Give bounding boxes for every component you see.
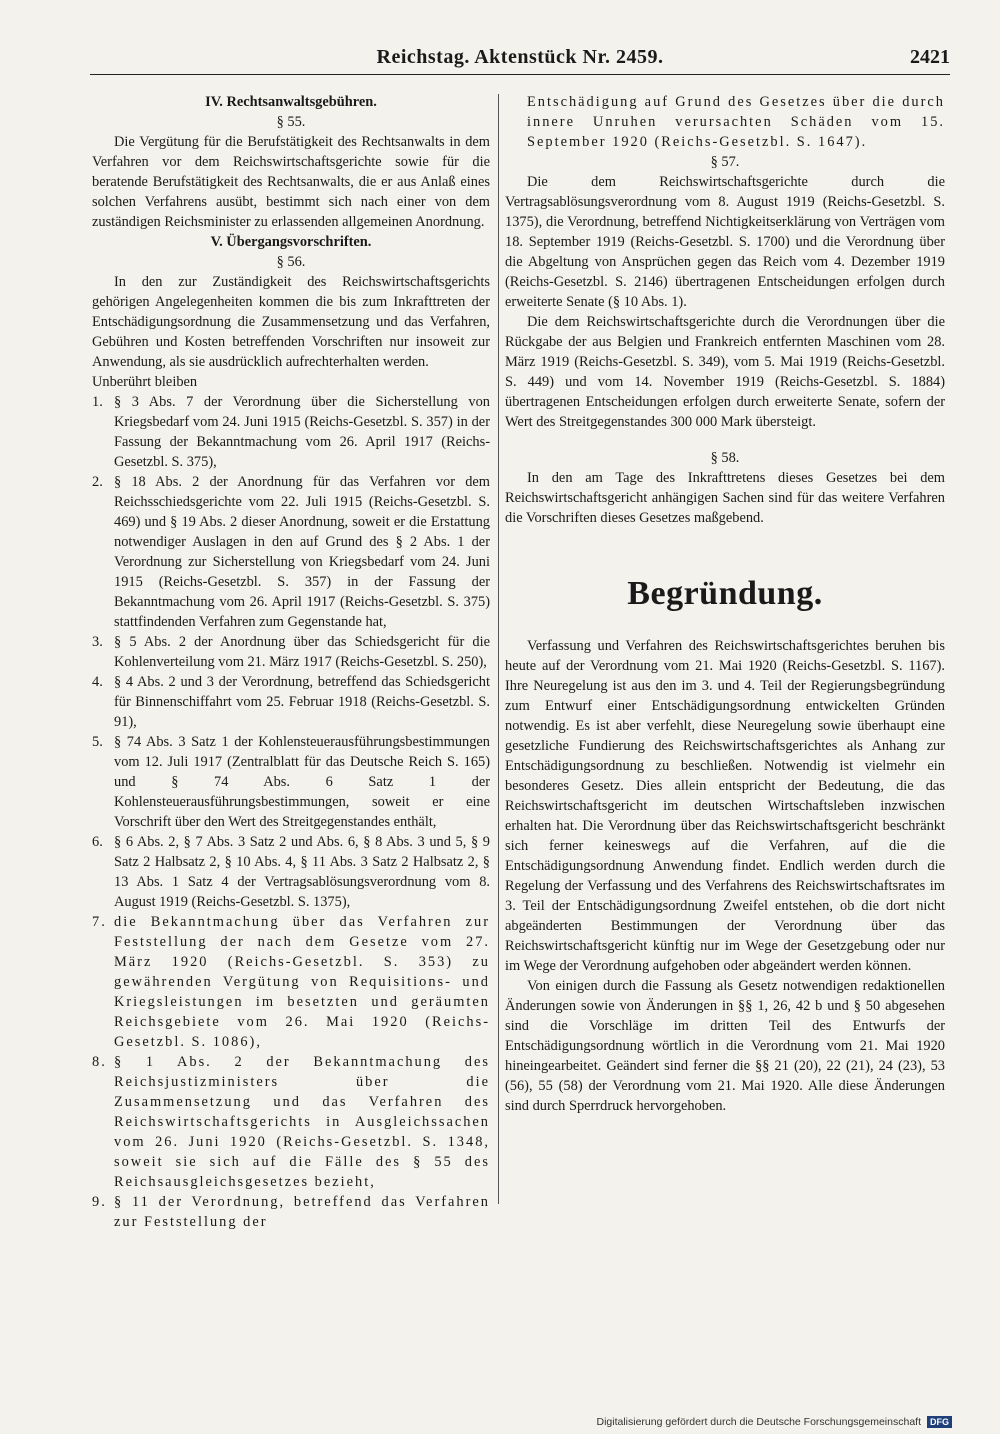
begruendung-heading: Begründung.: [627, 575, 823, 612]
paragraph-57-text-1: Die dem Reichswirtschaftsgerichte durch die Vertragsablösungsverordnung vom 8. August 1919 (Reichs-Gesetzbl. S. 1375), die Verordnung, betreffend Nichtigkeitserklärung von Verträgen vom 18. September 1919 (Reichs-Gesetzbl. S. 1700) und die Verordnung über die Abgeltung von Ansprüchen gegen das Reich vom 4. Dezember 1919 (Reichs-Gesetzbl. S. 2146) übertragenen Entscheidungen erfolgen durch erweiterte Senate (§ 10 Abs. 1).: [505, 174, 945, 310]
list-item: 1. § 3 Abs. 7 der Verordnung über die Sicherstellung von Kriegsbedarf vom 24. Juni 1915 (Reichs-Gesetzbl. S. 357) in der Fassung der Bekanntmachung vom 26. April 1917 (Reichs-Gesetzbl. S. 375),: [92, 394, 490, 470]
list-item: 2. § 18 Abs. 2 der Anordnung für das Verfahren vor dem Reichsschiedsgerichte vom 22. Juli 1915 (Reichs-Gesetzbl. S. 469) und § 19 Abs. 2 dieser Anordnung, soweit er die Erstattung notwendiger Auslagen in den auf Grund des § 2 Abs. 1 der Verordnung zur Sicherstellung von Kriegsbedarf vom 24. Juni 1915 (Reichs-Gesetzbl. S. 357) in der Fassung der Bekanntmachung vom 26. April 1917 (Reichs-Gesetzbl. S. 375) stattfindenden Verfahren zum Gegenstande hat,: [92, 474, 490, 630]
list-item: 5. § 74 Abs. 3 Satz 1 der Kohlensteuerausführungsbestimmungen vom 12. Juli 1917 (Zentralblatt für das Deutsche Reich S. 165) und § 74 Abs. 6 Satz 1 der Kohlensteuerausführungsbestimmungen, soweit er eine Vorschrift über den Wert des Streitgegenstandes enthält,: [92, 734, 490, 830]
begruendung-text-2: Von einigen durch die Fassung als Gesetz notwendigen redaktionellen Änderungen sowie von Änderungen in §§ 1, 26, 42 b und § 50 abgesehen sind die Vorschläge im dritten Teil des Entwurfs der Entschädigungsordnung wörtlich in die Verordnung vom 21. Mai 1920 hineingearbeitet. Geändert sind ferner die §§ 21 (20), 22 (21), 24 (23), 53 (56), 55 (58) der Verordnung vom 21. Mai 1920. Alle diese Änderungen sind durch Sperrdruck hervorgehoben.: [505, 978, 945, 1114]
digitization-credit: [596, 1416, 952, 1428]
section-heading-v: V. Übergangsvorschriften.: [210, 234, 372, 250]
credit-text: Digitalisierung gefördert durch die Deutsche Forschungsgemeinschaft: [596, 1416, 921, 1428]
section-heading-iv: IV. Rechtsanwaltsgebühren.: [205, 94, 377, 110]
page-header: [90, 44, 950, 75]
paragraph-number-55: § 55.: [276, 114, 306, 130]
paragraph-number-57: § 57.: [710, 154, 740, 170]
unaffected-provisions-list: [92, 392, 490, 1232]
paragraph-58-text: In den am Tage des Inkrafttretens dieses Gesetzes bei dem Reichswirtschaftsgericht anhängigen Sachen sind für das weitere Verfahren die Vorschriften dieses Gesetzes maßgebend.: [505, 470, 945, 526]
list-item-9-continuation: Entschädigung auf Grund des Gesetzes über die durch innere Unruhen verursachten Schäden vom 15. September 1920 (Reichs-Gesetzbl. S. 1647).: [527, 94, 945, 150]
list-item: 6. § 6 Abs. 2, § 7 Abs. 3 Satz 2 und Abs. 6, § 8 Abs. 3 und 5, § 9 Satz 2 Halbsatz 2, § 10 Abs. 4, § 11 Abs. 3 Satz 2 Halbsatz 2, § 13 Abs. 1 Satz 4 der Vertragsablösungsverordnung vom 8. August 1919 (Reichs-Gesetzbl. S. 1375),: [92, 834, 490, 910]
begruendung-text-1: Verfassung und Verfahren des Reichswirtschaftsgerichtes beruhen bis heute auf der Verordnung vom 21. Mai 1920 (Reichs-Gesetzbl. S. 1167). Ihre Neuregelung ist aus den im 3. und 4. Teil der Regierungsbegründung zum Entwurf einer Entschädigungsordnung entwickelten Gründen notwendig. Es ist aber verfehlt, diese Neuregelung sowie überhaupt eine gesetzliche Fundierung des Reichswirtschaftsgerichtes als Anhang zur Entschädigungsordnung zu beschließen. Notwendig ist vielmehr ein besonderes Gesetz. Dies allein entspricht der Bedeutung, die das Reichswirtschaftsgericht im deutschen Wirtschaftsleben inzwischen erhalten hat. Die Verordnung über das Reichswirtschaftsgericht beschränkt sich ferner keineswegs auf die Verfahren, auf die die Entschädigungsordnung Anwendung findet. Endlich werden durch die Regelung der Verfassung und des Verfahrens des Reichswirtschaftsrates im 3. Teil der Entschädigungsordnung Zweifel entstehen, ob die dort nicht abgeänderten Bestimmungen der Verordnung über das Reichswirtschaftsgericht künftig nur im Wege der Gesetzgebung oder nur im Wege der Verordnung aufgehoben oder abgeändert werden können.: [505, 638, 945, 974]
left-column: [92, 92, 490, 1232]
list-intro: Unberührt bleiben: [92, 374, 198, 390]
paragraph-55-text: Die Vergütung für die Berufstätigkeit des Rechtsanwalts in dem Verfahren vor dem Reichswirtschaftsgerichte sowie für die beratende Berufstätigkeit des Rechtsanwalts, die er aus Anlaß eines solchen Verfahrens ausübt, bestimmt sich nach einer von dem zuständigen Reichsminister zu erlassenden allgemeinen Anordnung.: [92, 134, 490, 230]
paragraph-number-56: § 56.: [276, 254, 306, 270]
list-item: 7. die Bekanntmachung über das Verfahren zur Feststellung der nach dem Gesetze vom 27. März 1920 (Reichs-Gesetzbl. S. 353) zu gewährenden Vergütung von Requisitions- und Kriegsleistungen im besetzten und geräumten Reichsgebiete vom 26. Mai 1920 (Reichs-Gesetzbl. S. 1086),: [92, 914, 490, 1050]
page-number: 2421: [910, 46, 950, 68]
list-item: 4. § 4 Abs. 2 und 3 der Verordnung, betreffend das Schiedsgericht für Binnenschiffahrt vom 25. Februar 1918 (Reichs-Gesetzbl. S. 91),: [92, 674, 490, 730]
list-item: 3. § 5 Abs. 2 der Anordnung über das Schiedsgericht für die Kohlenverteilung vom 21. März 1917 (Reichs-Gesetzbl. S. 250),: [92, 634, 490, 670]
paragraph-57-text-2: Die dem Reichswirtschaftsgerichte durch die Verordnungen über die Rückgabe der aus Belgien und Frankreich entfernten Maschinen vom 28. März 1919 (Reichs-Gesetzbl. S. 349), vom 5. Mai 1919 (Reichs-Gesetzbl. S. 449) und vom 14. November 1919 (Reichs-Gesetzbl. S. 1884) übertragenen Entscheidungen erfolgen durch erweiterte Senate, sofern der Wert des Streitgegenstandes 300 000 Mark übersteigt.: [505, 314, 945, 430]
list-item: 9. § 11 der Verordnung, betreffend das Verfahren zur Feststellung der: [92, 1194, 490, 1230]
paragraph-number-58: § 58.: [710, 450, 740, 466]
header-title: Reichstag. Aktenstück Nr. 2459.: [376, 46, 664, 68]
right-column: [505, 92, 945, 1116]
column-divider: [498, 94, 499, 1204]
list-item: 8. § 1 Abs. 2 der Bekanntmachung des Reichsjustizministers über die Zusammensetzung und das Verfahren des Reichswirtschaftsgerichts in Ausgleichssachen vom 26. Juni 1920 (Reichs-Gesetzbl. S. 1348, soweit sie sich auf die Fälle des § 55 des Reichsausgleichsgesetzes bezieht,: [92, 1054, 490, 1190]
dfg-logo-icon: DFG: [927, 1416, 952, 1428]
paragraph-56-text: In den zur Zuständigkeit des Reichswirtschaftsgerichts gehörigen Angelegenheiten kommen die bis zum Inkrafttreten der Entschädigungsordnung die Zusammensetzung und das Verfahren, Gebühren und Kosten betreffenden Vorschriften nur insoweit zur Anwendung, als sie ausdrücklich aufrechterhalten werden.: [92, 274, 490, 370]
